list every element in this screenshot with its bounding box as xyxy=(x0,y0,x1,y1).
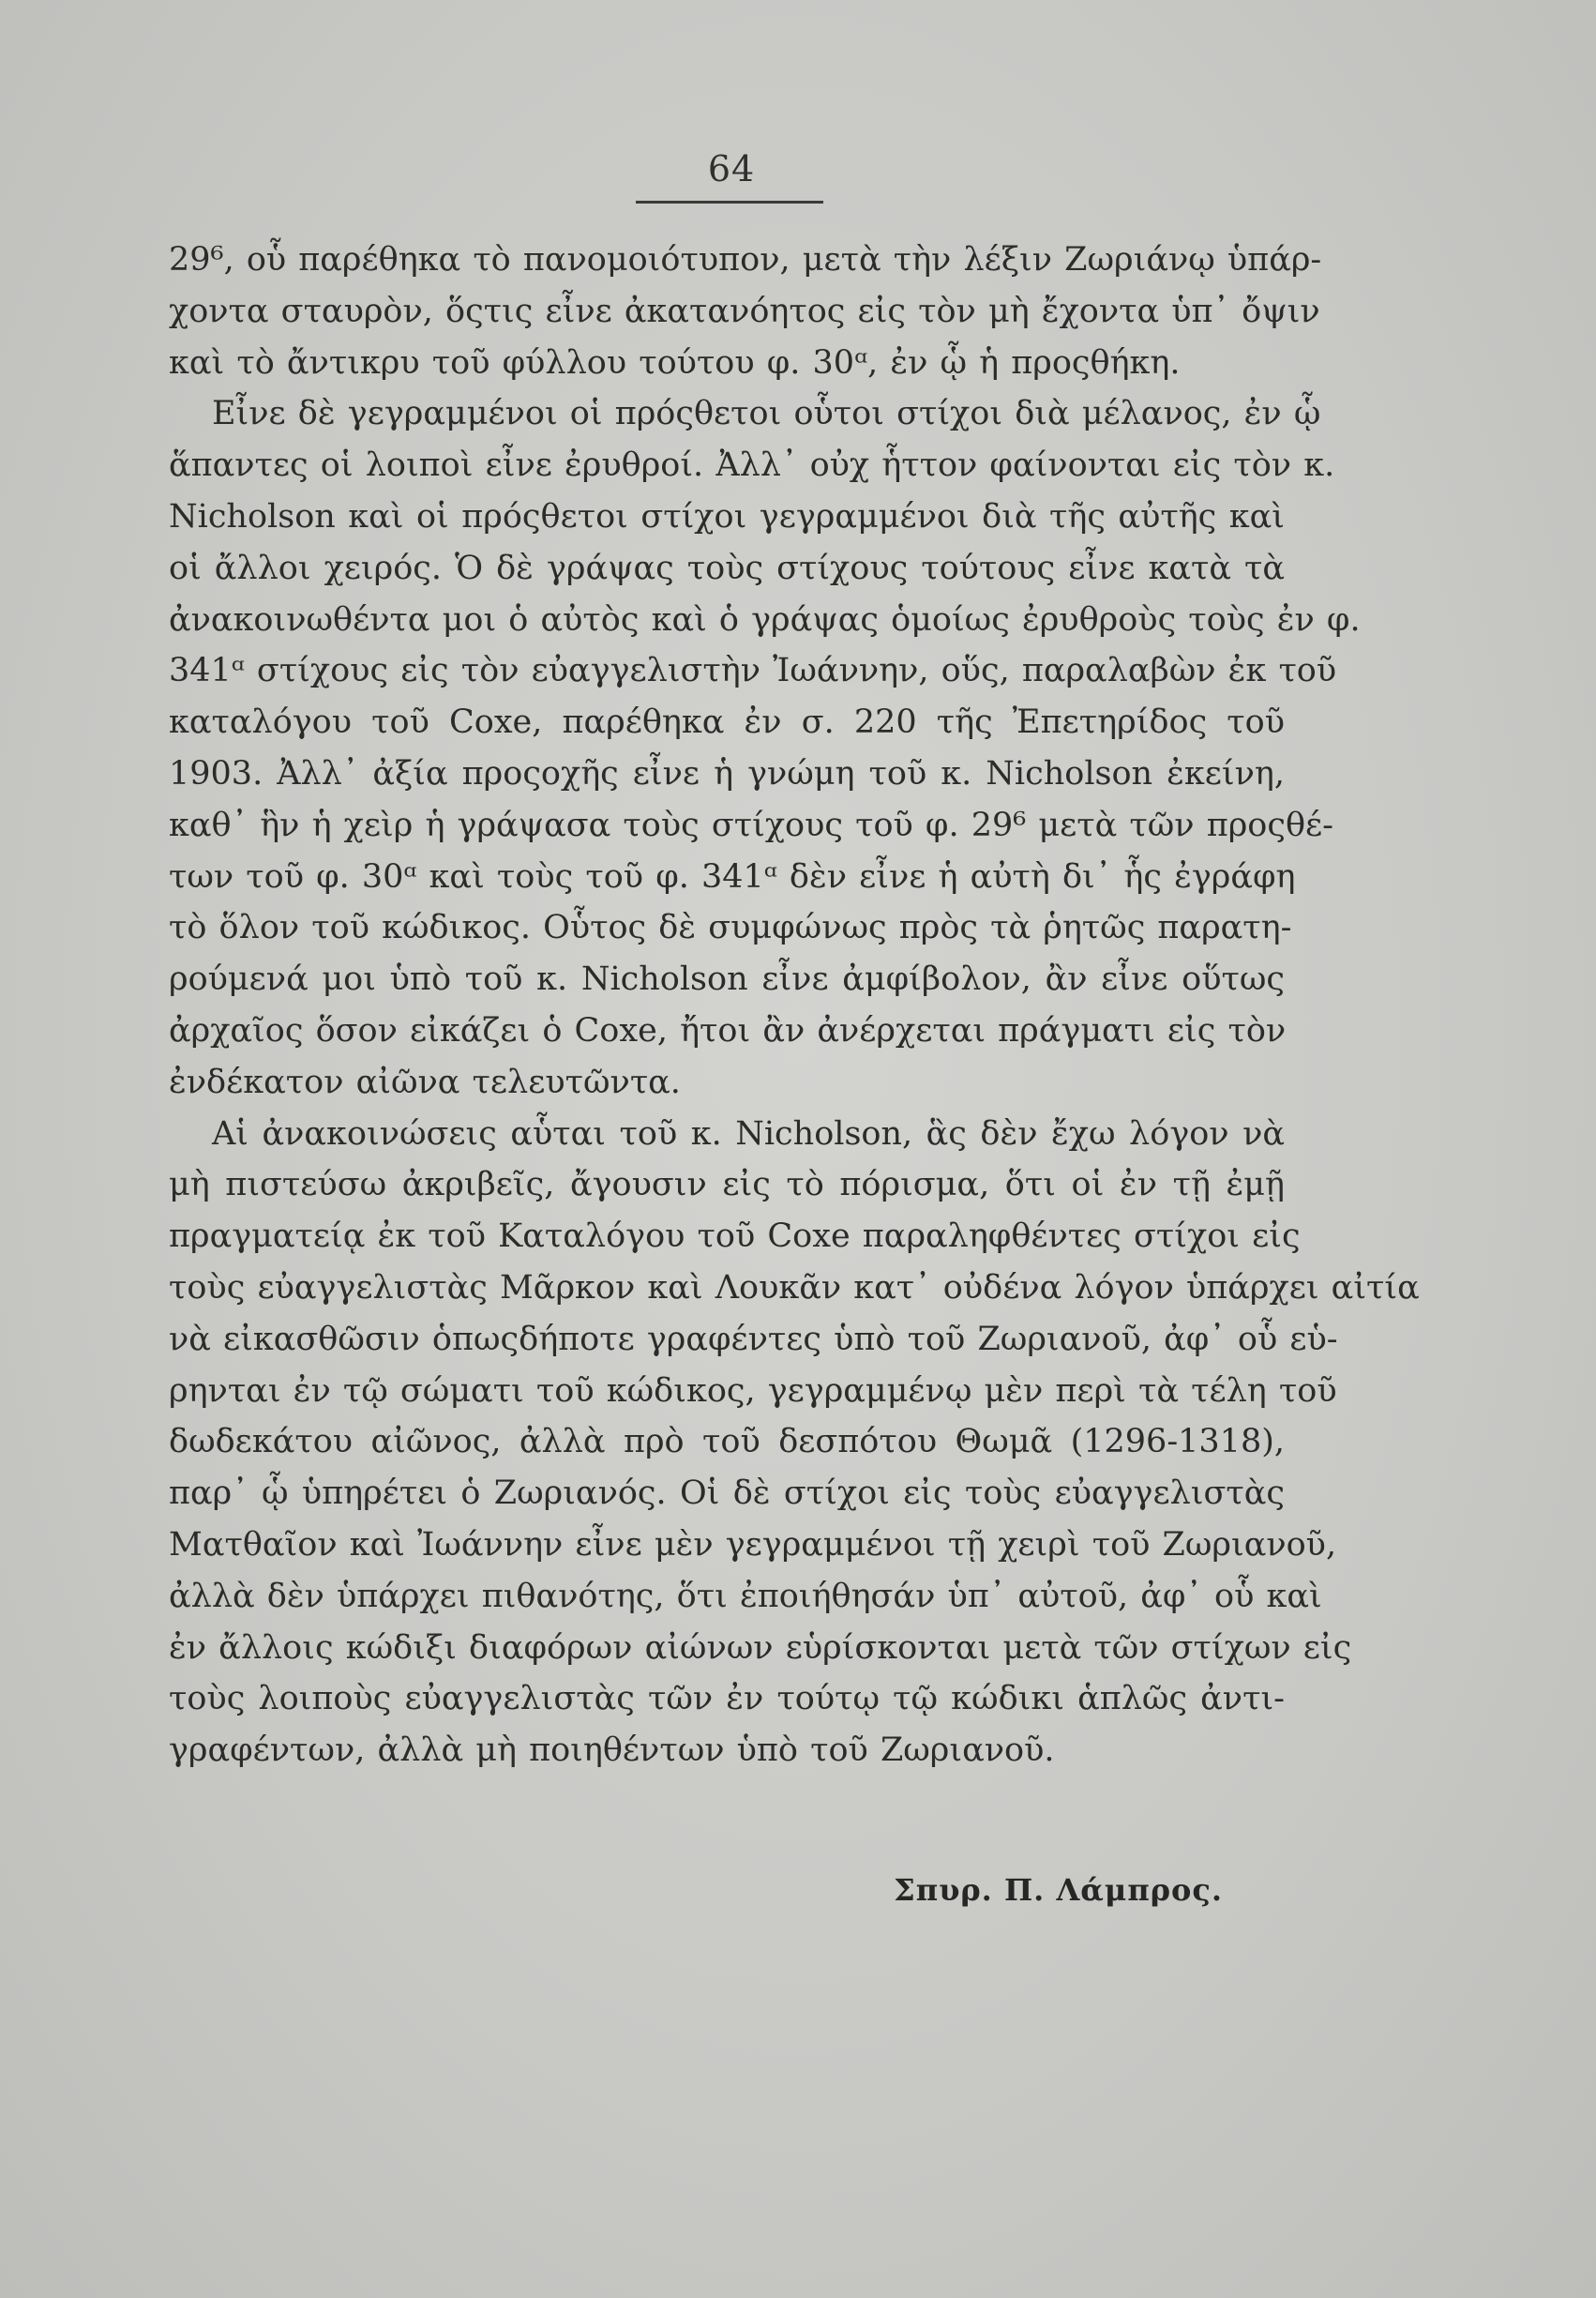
text-line: οἱ ἄλλοι χειρός. Ὁ δὲ γράψας τοὺς στίχους τούτους εἶνε κατὰ τὰ xyxy=(169,549,1285,587)
text-line: τὸ ὅλον τοῦ κώδικος. Οὗτος δὲ συμφώνως πρὸς τὰ ῥητῶς παρατη- xyxy=(169,909,1292,947)
text-line: ρούμενά μοι ὑπὸ τοῦ κ. Nicholson εἶνε ἀμφίβολον, ἂν εἶνε οὕτως xyxy=(169,960,1285,999)
page-number-rule xyxy=(636,201,823,204)
text-line: 29⁶, οὗ παρέθηκα τὸ πανομοιότυπον, μετὰ τὴν λέξιν Ζωριάνῳ ὑπάρ- xyxy=(169,241,1322,279)
text-line: Ματθαῖον καὶ Ἰωάννην εἶνε μὲν γεγραμμένοι τῇ χειρὶ τοῦ Ζωριανοῦ, xyxy=(169,1525,1337,1564)
text-line: μὴ πιστεύσω ἀκριβεῖς, ἄγουσιν εἰς τὸ πόρισμα, ὅτι οἱ ἐν τῇ ἐμῇ xyxy=(169,1166,1285,1204)
text-line: 341ᵅ στίχους εἰς τὸν εὐαγγελιστὴν Ἰωάννην, οὕς, παραλαβὼν ἐκ τοῦ xyxy=(169,652,1337,690)
page-number: 64 xyxy=(707,148,756,189)
text-line: ἀνακοινωθέντα μοι ὁ αὐτὸς καὶ ὁ γράψας ὁμοίως ἐρυθροὺς τοὺς ἐν φ. xyxy=(169,600,1361,639)
text-line: καὶ τὸ ἄντικρυ τοῦ φύλλου τούτου φ. 30ᵅ, ἐν ᾧ ἡ προςθήκη. xyxy=(169,343,1181,382)
text-line: καθ᾿ ἣν ἡ χεὶρ ἡ γράψασα τοὺς στίχους τοῦ φ. 29⁶ μετὰ τῶν προςθέ- xyxy=(169,806,1333,844)
text-line: Nicholson καὶ οἱ πρόςθετοι στίχοι γεγραμμένοι διὰ τῆς αὐτῆς καὶ xyxy=(169,497,1285,536)
text-line: τοὺς λοιποὺς εὐαγγελιστὰς τῶν ἐν τούτῳ τῷ κώδικι ἁπλῶς ἀντι- xyxy=(169,1680,1285,1718)
author-signature: Σπυρ. Π. Λάμπρος. xyxy=(894,1872,1223,1908)
text-line: ἐν ἄλλοις κώδιξι διαφόρων αἰώνων εὑρίσκονται μετὰ τῶν στίχων εἰς xyxy=(169,1628,1352,1667)
text-line: των τοῦ φ. 30ᵅ καὶ τοὺς τοῦ φ. 341ᵅ δὲν εἶνε ἡ αὐτὴ δι᾿ ἧς ἐγράφη xyxy=(169,857,1296,896)
text-line: ἀρχαῖος ὅσον εἰκάζει ὁ Coxe, ἤτοι ἂν ἀνέρχεται πράγματι εἰς τὸν xyxy=(169,1011,1287,1050)
text-line: Εἶνε δὲ γεγραμμένοι οἱ πρόςθετοι οὗτοι στίχοι διὰ μέλανος, ἐν ᾧ xyxy=(212,395,1321,433)
text-line: πραγματείᾳ ἐκ τοῦ Καταλόγου τοῦ Coxe παραληφθέντες στίχοι εἰς xyxy=(169,1217,1301,1256)
text-line: Αἱ ἀνακοινώσεις αὗται τοῦ κ. Nicholson, ἃς δὲν ἔχω λόγον νὰ xyxy=(212,1114,1285,1153)
body-text xyxy=(169,234,1420,1776)
text-line: παρ᾿ ᾧ ὑπηρέτει ὁ Ζωριανός. Οἱ δὲ στίχοι εἰς τοὺς εὐαγγελιστὰς xyxy=(169,1474,1285,1513)
text-line: γραφέντων, ἀλλὰ μὴ ποιηθέντων ὑπὸ τοῦ Ζωριανοῦ. xyxy=(169,1731,1055,1770)
text-line: ἀλλὰ δὲν ὑπάρχει πιθανότης, ὅτι ἐποιήθησάν ὑπ᾿ αὐτοῦ, ἀφ᾿ οὗ καὶ xyxy=(169,1577,1322,1615)
text-line: χοντα σταυρὸν, ὅςτις εἶνε ἀκατανόητος εἰς τὸν μὴ ἔχοντα ὑπ᾿ ὄψιν xyxy=(169,292,1320,330)
text-line: τοὺς εὐαγγελιστὰς Μᾶρκον καὶ Λουκᾶν κατ᾿ οὐδένα λόγον ὑπάρχει αἰτία xyxy=(169,1268,1420,1307)
text-line: ἅπαντες οἱ λοιποὶ εἶνε ἐρυθροί. Ἀλλ᾿ οὐχ ἧττον φαίνονται εἰς τὸν κ. xyxy=(169,446,1335,485)
text-line: δωδεκάτου αἰῶνος, ἀλλὰ πρὸ τοῦ δεσπότου Θωμᾶ (1296-1318), xyxy=(169,1423,1285,1461)
text-line: καταλόγου τοῦ Coxe, παρέθηκα ἐν σ. 220 τῆς Ἐπετηρίδος τοῦ xyxy=(169,703,1285,742)
text-line: 1903. Ἀλλ᾿ ἀξία προςοχῆς εἶνε ἡ γνώμη τοῦ κ. Nicholson ἐκείνη, xyxy=(169,754,1285,793)
text-line: ρηνται ἐν τῷ σώματι τοῦ κώδικος, γεγραμμένῳ μὲν περὶ τὰ τέλη τοῦ xyxy=(169,1371,1337,1410)
text-line: νὰ εἰκασθῶσιν ὁπωςδήποτε γραφέντες ὑπὸ τοῦ Ζωριανοῦ, ἀφ᾿ οὗ εὑ- xyxy=(169,1320,1338,1358)
text-line: ἐνδέκατον αἰῶνα τελευτῶντα. xyxy=(169,1063,681,1101)
